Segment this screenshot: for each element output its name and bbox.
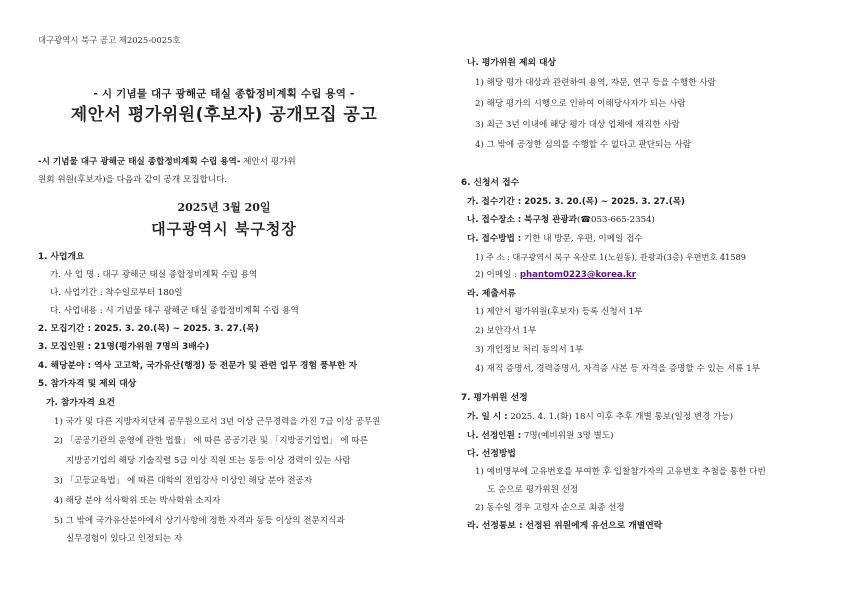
intro-rest: 제안서 평가위 <box>240 157 296 167</box>
s7-count-label: 나. 선정인원 : <box>467 431 522 441</box>
s5-item: 실무경험이 있다고 인정되는 자 <box>66 534 183 544</box>
s7-method-item: 도 순으로 평가위원 선정 <box>487 485 579 495</box>
s7-method-heading: 다. 선정방법 <box>467 449 516 459</box>
s7-method-item: 1) 예비명부에 고유번호를 부여한 후 입찰참가자의 고유번호 추첨을 통한 다빈 <box>475 467 766 477</box>
s6-docs-heading: 라. 제출서류 <box>467 289 516 299</box>
s5-sub-a: 가. 참가자격 요건 <box>46 398 115 408</box>
section-4-heading: 4. 해당분야 : 역사 고고학, 국가유산(행정) 등 전문가 및 관련 업무 경험 풍부한 자 <box>38 361 358 371</box>
intro-bold: -시 기념물 대구 광해군 태실 종합정비계획 수립 용역- <box>38 157 241 167</box>
s7-count <box>467 430 613 442</box>
notice-number: 대구광역시 북구 공고 제2025-0025호 <box>38 35 181 45</box>
s6-method-value: 기한 내 방문, 우편, 이메일 접수 <box>521 234 643 244</box>
s6-doc-item: 4) 재직 증명서, 경력증명서, 자격증 사본 등 자격을 증명할 수 있는 서류 1부 <box>475 364 760 374</box>
section-6-heading: 6. 신청서 접수 <box>461 178 520 188</box>
s5b-item: 4) 그 밖에 공정한 심의를 수행할 수 없다고 판단되는 사람 <box>475 140 692 150</box>
section-2-heading: 2. 모집기간 : 2025. 3. 20.(목) ~ 2025. 3. 27.(목) <box>38 324 259 334</box>
s6-address: 1) 주 소 : 대구광역시 북구 옥산로 1(노원동), 관광과(3층) 우편번호 41589 <box>475 252 746 262</box>
s6-doc-item: 3) 개인정보 처리 동의서 1부 <box>475 345 584 355</box>
s1-item: 다. 사업내용 : 시 기념물 대구 광해군 태실 종합정비계획 수립 용역 <box>50 306 299 316</box>
s6-doc-item: 2) 보안각서 1부 <box>475 326 537 336</box>
s5-sub-b: 나. 평가위원 제외 대상 <box>467 58 557 68</box>
s1-item: 나. 사업기간 : 착수일로부터 180일 <box>50 288 183 298</box>
s5-item: 2) 「공공기관의 운영에 관한 법률」 에 따른 공공기관 및 「지방공기업법」 에 따른 <box>54 436 368 446</box>
section-1-heading: 1. 사업개요 <box>38 252 85 262</box>
intro-line-1 <box>38 156 296 168</box>
s5b-item: 1) 해당 평가 대상과 관련하여 용역, 자문, 연구 등을 수행한 사람 <box>475 78 716 88</box>
s6-doc-item: 1) 제안서 평가위원(후보자) 등록 신청서 1부 <box>475 307 643 317</box>
s7-date-label: 가. 일 시 : <box>467 412 508 422</box>
s7-notify: 라. 선정통보 : 선정된 위원에게 유선으로 개별연락 <box>467 521 663 531</box>
s6-place <box>467 214 655 226</box>
s5b-item: 3) 최근 3년 이내에 해당 평가 대상 업체에 재직한 사람 <box>475 120 680 130</box>
s7-method-item: 2) 동수일 경우 고령자 순으로 최종 선정 <box>475 503 625 513</box>
s6-method-label: 다. 접수방법 : <box>467 234 522 244</box>
s6-period-label: 가. 접수기간 : <box>467 197 522 207</box>
s7-count-value: 7명(예비위원 3명 별도) <box>521 431 614 441</box>
s7-date-value: 2025. 4. 1.(화) 18시 이후 추후 개별 통보(일정 변경 가능) <box>507 412 734 422</box>
s5-item: 5) 그 밖에 국가유산분야에서 상기사항에 정한 자격과 동등 이상의 전문지식과 <box>54 516 345 526</box>
s6-period <box>467 196 685 208</box>
s6-email-label: 2) 이메일 : <box>475 270 520 280</box>
intro-line-2: 원회 위원(후보자)을 다음과 같이 공개 모집합니다. <box>38 175 228 185</box>
email-link[interactable]: phantom0223@korea.kr <box>519 270 636 280</box>
s5-item: 1) 국가 및 다른 지방자치단체 공무원으로서 3년 이상 근무경력을 가진 7급 이상 공무원 <box>54 417 381 427</box>
section-7-heading: 7. 평가위원 선정 <box>461 393 528 403</box>
s5b-item: 2) 해당 평가의 시행으로 인하여 이해당사자가 되는 사람 <box>475 99 686 109</box>
s5-item: 4) 해당 분야 석사학위 또는 박사학위 소지자 <box>54 496 221 506</box>
s6-place-label: 나. 접수장소 : 북구청 관광과 <box>467 215 577 225</box>
issuer: 대구광역시 북구청장 <box>151 220 297 238</box>
section-5-heading: 5. 참가자격 및 제외 대상 <box>38 379 137 389</box>
s6-period-value: 2025. 3. 20.(목) ~ 2025. 3. 27.(목) <box>521 197 685 207</box>
section-3-heading: 3. 모집인원 : 21명(평가위원 7명의 3배수) <box>38 342 210 352</box>
s5-item: 지방공기업의 해당 기술직렬 5급 이상 직원 또는 동등 이상 경력이 있는 사람 <box>66 456 351 466</box>
s6-place-value: (☎053-665-2354) <box>577 215 655 225</box>
s7-date <box>467 411 733 423</box>
page-title: 제안서 평가위원(후보자) 공개모집 공고 <box>70 105 378 125</box>
s5-item: 3) 「고등교육법」 에 따른 대학의 전임강사 이상인 해당 분야 전공자 <box>54 476 313 486</box>
s6-method <box>467 233 643 245</box>
s6-email-row <box>475 269 636 281</box>
s1-item: 가. 사 업 명 : 대구 광해군 태실 종합정비계획 수립 용역 <box>50 270 258 280</box>
subtitle: - 시 기념물 대구 광해군 태실 종합정비계획 수립 용역 - <box>93 88 355 100</box>
notice-date: 2025년 3월 20일 <box>177 201 271 214</box>
